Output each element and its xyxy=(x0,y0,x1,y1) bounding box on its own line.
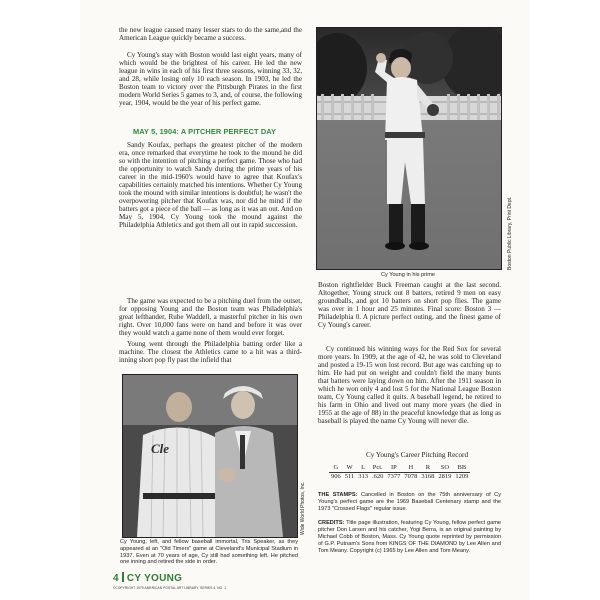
paragraph-went: Young went through the Philadelphia batting order like a machine. The closest the Athletics came to a hit was a third-inning short pop fly past the infield that xyxy=(119,340,302,365)
photo-credit-bottom: Wide World Photos, Inc. xyxy=(300,481,306,535)
record-value-cell: 511 xyxy=(344,473,355,480)
paragraph-cy-stay: Cy Young's stay with Boston would last eight years, many of which would be the brightest of his career. He led the new league in wins in each of his first three seasons, winning 33, 32, and 28, while losing only 10 each season. In 1903, he led the Boston team to victory over the Pittsburgh Pirates in the first modern World Series 5 games to 3, and, of course, the following year, 1904, would be the year of his perfect game. xyxy=(119,51,302,108)
page-number: 4 xyxy=(113,573,119,584)
paragraph-freeman: Boston rightfielder Buck Freeman caught at the last second. Altogether, Young struck out 8 batters, retired 9 men on easy groundballs, and got 10 batters on short pop flies. The game was over in 1 hour and 25 minutes. Final score: Boston 3 — Philadelphia 0. A picture perfect outing, and the finest game of Cy Young's career. xyxy=(318,281,501,330)
record-header-cell: BB xyxy=(453,464,470,473)
record-value-cell: 7078 xyxy=(404,473,418,480)
record-value-row xyxy=(329,473,470,482)
record-value-cell: 7377 xyxy=(387,473,401,480)
stamps-text: Cancelled in Boston on the 75th anniversary of Cy Young's perfect game are the 1969 Baseball Centenary stamp and the 1973 "Crossed Flags" regular issue. xyxy=(318,492,501,512)
photo-cy-young-prime xyxy=(316,27,502,270)
credits-note xyxy=(318,520,501,555)
record-header-cell: IP xyxy=(385,464,402,473)
record-value-cell: 2819 xyxy=(438,473,452,480)
record-value-cell: 313 xyxy=(358,473,369,480)
credits-label: CREDITS: xyxy=(318,520,345,526)
record-value-cell: .620 xyxy=(372,473,384,480)
stamps-note xyxy=(318,492,501,513)
photo-young-speaker xyxy=(122,374,298,538)
stamps-label: THE STAMPS: xyxy=(318,492,358,498)
record-value-cell: 906 xyxy=(331,473,341,480)
record-header-cell: G xyxy=(329,464,343,473)
photo-caption-bottom: Cy Young, left, and fellow baseball immortal, Tris Speaker, as they appeared at an "Old Timers" game at Cleveland's Municipal Stadium in 1937. Even at 70 years of age, Cy still had something left. He pitched one inning and retired the side in order. xyxy=(120,539,298,566)
record-header-cell: SO xyxy=(436,464,453,473)
page-footer xyxy=(113,572,182,584)
paragraph-duel: The game was expected to be a pitching duel from the outset, for opposing Young and the Boston team was Philadelphia's great lefthander, Rube Waddell, a masterful pitcher in his own right. Over 10,000 fans were on hand and before it was over they would watch a game none of them would ever forget. xyxy=(119,297,302,338)
paragraph-continued: Cy continued his winning ways for the Red Sox for several more years. In 1909, at the age of 42, he was sold to Cleveland and posted a 19-15 won lost record. But age was catching up to him. He had put on weight and couldn't field the many bunts that batters were laying down on him. After the 1911 season in which he won only 4 and lost 5 for the National League Boston team, Cy Young called it quits. A baseball legend, he retired to his farm in Ohio and lived out many more years (he died in 1955 at the age of 88) in the peaceful knowledge that as long as baseball is played the name Cy Young will never die. xyxy=(318,345,501,426)
paragraph-top: the new league caused many lesser stars to do the same,and the American League quickly became a success. xyxy=(119,26,302,43)
photo-caption-top: Cy Young in his prime xyxy=(380,272,436,278)
record-header-cell: W xyxy=(343,464,357,473)
section-heading: MAY 5, 1904: A PITCHER PERFECT DAY xyxy=(133,127,277,136)
career-record-table xyxy=(329,464,470,481)
young-and-speaker-image xyxy=(123,375,297,537)
record-header-cell: Pct. xyxy=(370,464,385,473)
credits-text: Title page illustration, featuring Cy Young, fellow perfect game pitcher Don Larsen and his catcher, Yogi Berra, is an original painting by Michael Cobb of Boston, Mass. Cy Young quote reprinted by permission of G.P. Putnam's Sons from KINGS OF THE DIAMOND by Lee Allen and Tom Meany. Copyright (c) 1965 by Lee Allen and Tom Meany. xyxy=(318,520,502,554)
record-table-title: Cy Young's Career Pitching Record xyxy=(365,451,469,459)
paragraph-koufax: Sandy Koufax, perhaps the greatest pitcher of the modern era, once remarked that everytime he took to the mound he did so with the intention of pitching a perfect game. Those who had the opportunity to watch Sandy during the prime years of his career in the mid-1960's would have to agree that Koufax's capabilities certainly matched his intentions. Whether Cy Young took the mound with similar intentions is doubtful; he wasn't the overpowering pitcher that Koufax was, nor did he mind if the batters got a piece of the ball — as long as it was an out. And on May 5, 1904, Cy Young took the mound against the Philadelphia Athletics and got them all out in rapid succession. xyxy=(119,141,302,230)
cy-young-pitching-image xyxy=(317,28,501,269)
footer-divider xyxy=(122,572,124,582)
record-value-cell: 1209 xyxy=(455,473,469,480)
record-header-cell: R xyxy=(419,464,436,473)
record-header-cell: L xyxy=(356,464,370,473)
copyright-line: ©COPYRIGHT 1979 AMERICAN POSTAL ART LIBRARY, SERIES 4, NO. 1 xyxy=(113,586,227,590)
photo-credit-top: Boston Public Library, Print Dept. xyxy=(507,196,513,270)
footer-title: CY YOUNG xyxy=(126,573,183,584)
svg-text:Cle: Cle xyxy=(151,441,170,456)
record-header-cell: H xyxy=(402,464,419,473)
record-header-row xyxy=(329,464,470,473)
record-value-cell: 3168 xyxy=(421,473,435,480)
